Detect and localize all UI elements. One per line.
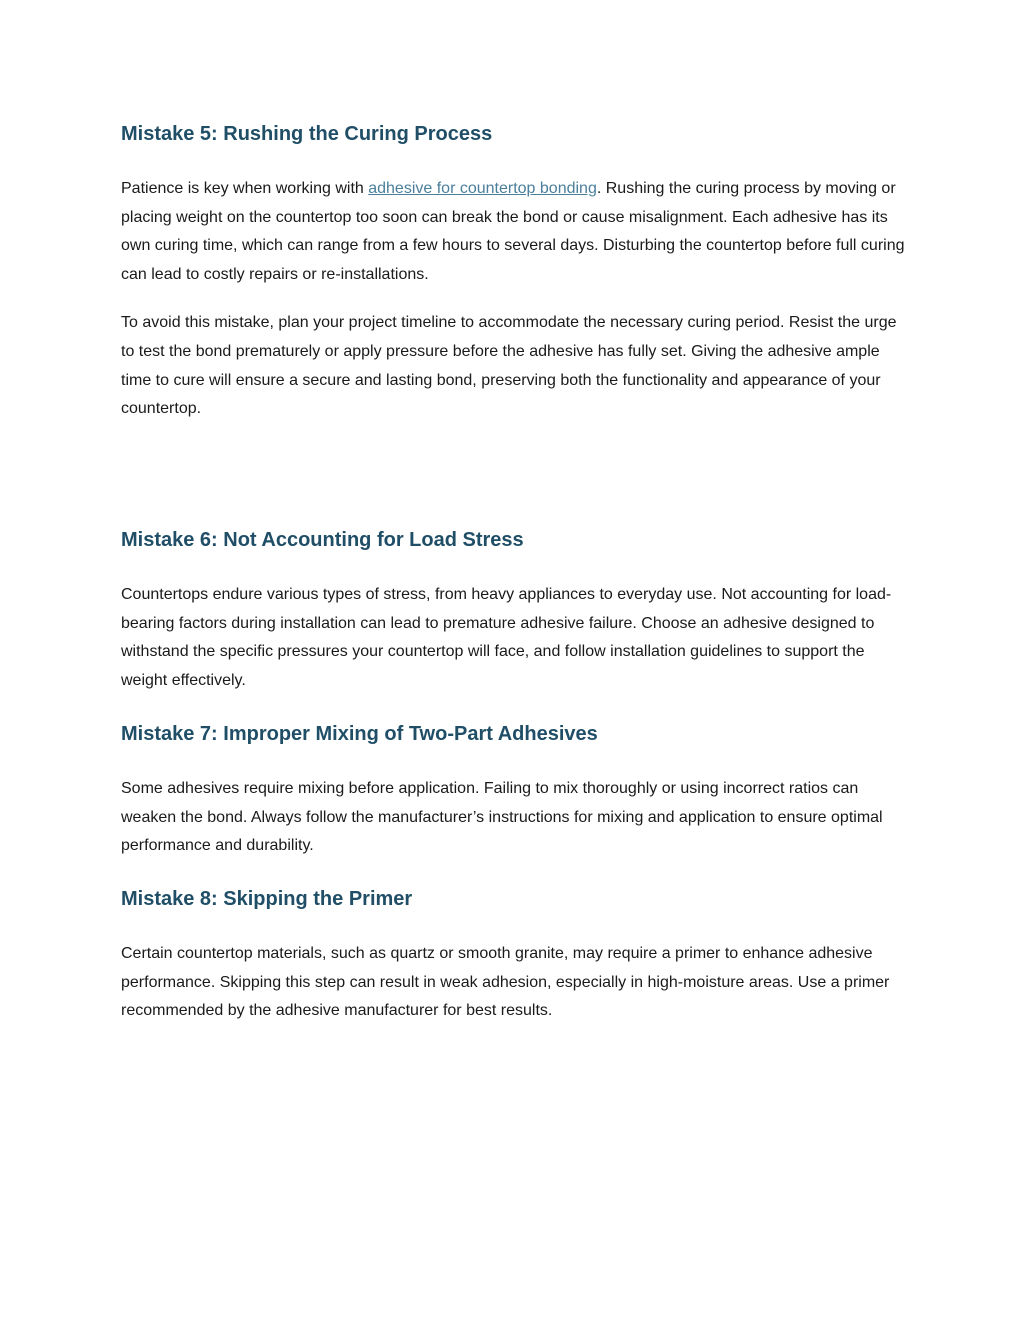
paragraph-text: . Rushing the curing process by moving or placing weight on the countertop too soon can break the bond or cause misalignment. Each adhesive has its own curing time, which can range from a few hours to several days. Disturbing the countertop before full curing can lead to costly repairs or re-installations.	[121, 180, 905, 283]
paragraph: Certain countertop materials, such as quartz or smooth granite, may require a primer to enhance adhesive performance. Skipping this step can result in weak adhesion, especially in high-moisture areas. Use a primer recommended by the adhesive manufacturer for best results.	[121, 945, 890, 1020]
paragraph-text: Patience is key when working with	[121, 180, 369, 197]
adhesive-countertop-bonding-link[interactable]: adhesive for countertop bonding	[368, 180, 597, 197]
section-heading: Mistake 6: Not Accounting for Load Stress	[121, 529, 524, 551]
paragraph	[121, 175, 906, 289]
section-mistake-6	[121, 527, 906, 695]
section-mistake-5	[121, 121, 906, 424]
section-heading: Mistake 5: Rushing the Curing Process	[121, 123, 493, 145]
paragraph: Countertops endure various types of stress, from heavy appliances to everyday use. Not accounting for load-bearing factors during installation can lead to premature adhesive failure. Choose an adhesive designed to withstand the specific pressures your countertop will face, and follow installation guidelines to support the weight effectively.	[121, 586, 892, 689]
section-mistake-7	[121, 721, 906, 861]
paragraph: To avoid this mistake, plan your project timeline to accommodate the necessary curing period. Resist the urge to test the bond prematurely or apply pressure before the adhesive has fully set. Giving the adhesive ample time to cure will ensure a secure and lasting bond, preserving both the functionality and appearance of your countertop.	[121, 314, 897, 418]
paragraph: Some adhesives require mixing before application. Failing to mix thoroughly or using incorrect ratios can weaken the bond. Always follow the manufacturer’s instructions for mixing and application to ensure optimal performance and durability.	[121, 780, 883, 855]
section-mistake-8	[121, 886, 906, 1026]
section-heading: Mistake 8: Skipping the Primer	[121, 888, 413, 910]
section-heading: Mistake 7: Improper Mixing of Two-Part Adhesives	[121, 723, 598, 745]
